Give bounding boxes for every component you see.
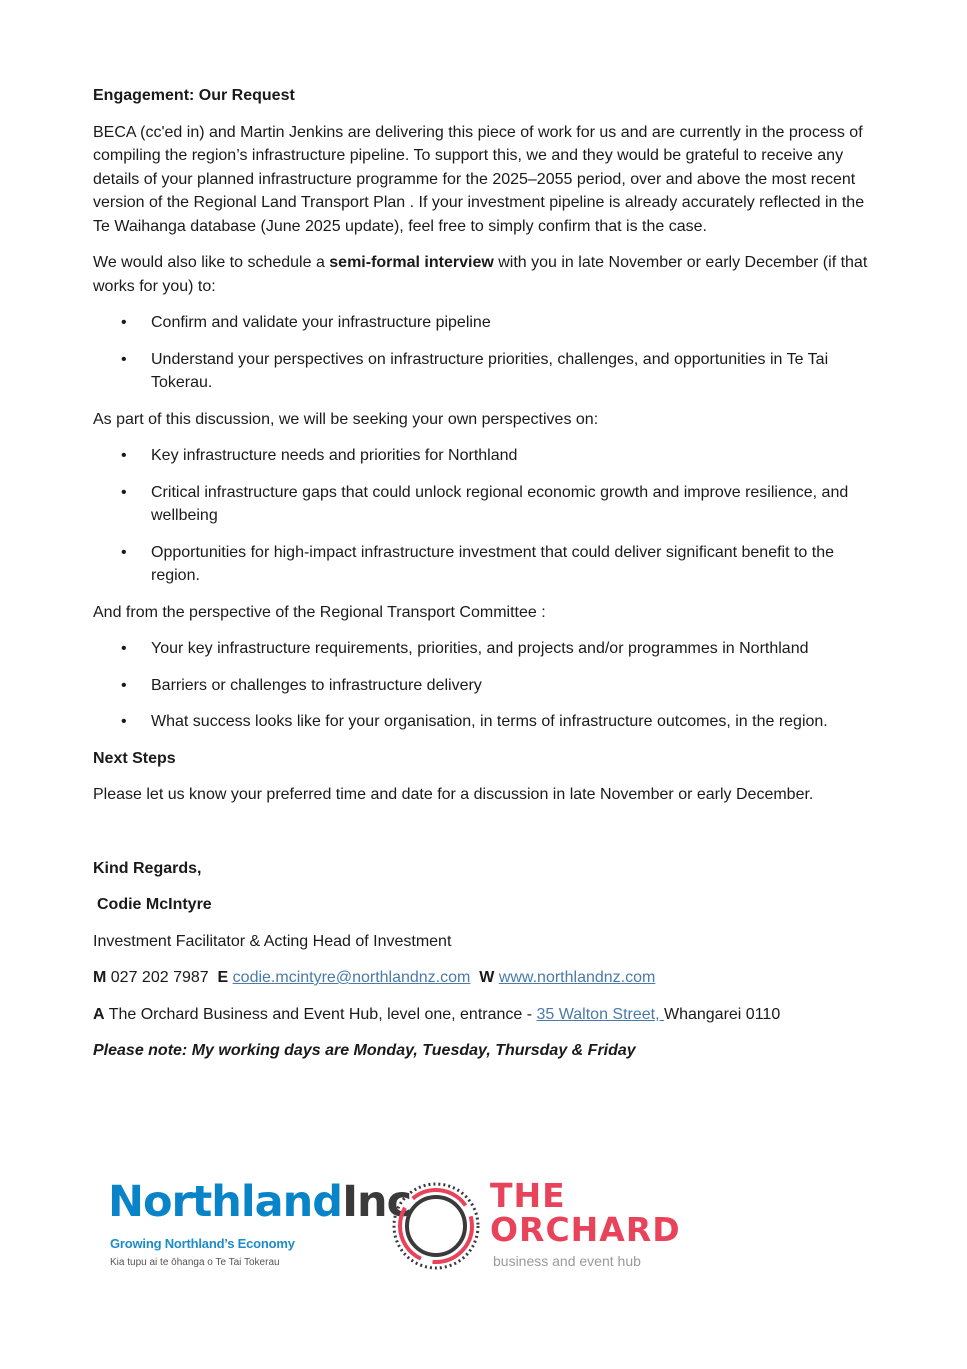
- email-body: [93, 84, 873, 1076]
- sender-title: Investment Facilitator & Acting Head of Investment: [93, 932, 452, 950]
- transport-committee-list: [93, 637, 873, 734]
- email-link[interactable]: codie.mcintyre@northlandnz.com: [232, 969, 471, 986]
- list-item: [93, 481, 873, 528]
- orchard-ring-icon: [390, 1180, 482, 1272]
- engagement-paragraph-1: BECA (cc'ed in) and Martin Jenkins are delivering this piece of work for us and are currently in the process of compiling the region’s infrastructure pipeline. To support this, we and they would be grateful to receive any details of your planned infrastructure programme for the 2025–2055 period, over and above the most recent version of the Regional Land Transport Plan . If your investment pipeline is already accurately reflected in the Te Waihanga database (June 2025 update), feel free to simply confirm that is the case.: [93, 123, 865, 235]
- inc-logo-text: Inc: [342, 1177, 412, 1227]
- list-item-text: What success looks like for your organisation, in terms of infrastructure outcomes, in the region.: [151, 713, 828, 730]
- phone-number: 027 202 7987: [110, 969, 209, 986]
- northland-inc-logo: [108, 1178, 411, 1226]
- next-steps-heading: Next Steps: [93, 749, 176, 767]
- contact-line: [93, 966, 873, 990]
- northland-maori-tagline: Kia tupu ai te ōhanga o Te Tai Tokerau: [110, 1257, 280, 1268]
- list-item: [93, 541, 873, 588]
- list-item-text: Opportunities for high-impact infrastructure investment that could deliver significant benefit to the region.: [151, 543, 835, 584]
- interview-goals-list: [93, 311, 873, 395]
- next-steps-paragraph: Please let us know your preferred time and date for a discussion in late November or early December.: [93, 786, 814, 803]
- para2-pre: We would also like to schedule a: [93, 254, 330, 271]
- website-link[interactable]: www.northlandnz.com: [498, 969, 656, 986]
- northland-logo-text: Northland: [108, 1177, 343, 1227]
- address-text: The Orchard Business and Event Hub, level one, entrance -: [108, 1005, 537, 1023]
- email-label: E: [217, 969, 229, 986]
- address-line: [93, 1003, 873, 1027]
- list-item-text: Your key infrastructure requirements, priorities, and projects and/or programmes in Northland: [151, 640, 809, 657]
- mobile-label: M: [93, 969, 107, 986]
- bullet-icon: •: [121, 314, 127, 331]
- list-item: [93, 444, 873, 468]
- list-item-text: Understand your perspectives on infrastructure priorities, challenges, and opportunities in Te Tai Tokerau.: [151, 350, 829, 391]
- sender-name: Codie McIntyre: [97, 896, 212, 913]
- bullet-icon: •: [121, 676, 127, 694]
- orchard-subtitle: business and event hub: [493, 1253, 641, 1269]
- northland-tagline: Growing Northland’s Economy: [110, 1236, 295, 1251]
- list-item: [93, 710, 873, 734]
- orchard-name-text: ORCHARD: [490, 1210, 681, 1249]
- para2-post: with you in late November or early December (if that works for you) to:: [93, 254, 868, 295]
- engagement-paragraph-3: As part of this discussion, we will be seeking your own perspectives on:: [93, 410, 599, 428]
- signoff: Kind Regards,: [93, 859, 202, 877]
- bullet-icon: •: [121, 350, 127, 368]
- bullet-icon: •: [121, 447, 127, 464]
- engagement-heading: Engagement: Our Request: [93, 87, 295, 104]
- list-item-text: Critical infrastructure gaps that could unlock regional economic growth and improve resilience, and wellbeing: [151, 483, 849, 524]
- list-item-text: Key infrastructure needs and priorities for Northland: [151, 447, 518, 464]
- bullet-icon: •: [121, 543, 127, 561]
- logo-strip: [108, 1176, 708, 1276]
- address-link[interactable]: 35 Walton Street,: [536, 1005, 664, 1023]
- list-item-text: Confirm and validate your infrastructure pipeline: [151, 314, 491, 331]
- website-label: W: [479, 969, 495, 986]
- engagement-paragraph-4: And from the perspective of the Regional Transport Committee :: [93, 603, 546, 621]
- address-city: Whangarei 0110: [663, 1005, 781, 1023]
- working-days-note: Please note: My working days are Monday, Tuesday, Thursday & Friday: [93, 1042, 636, 1059]
- orchard-the-text: THE: [490, 1176, 566, 1215]
- engagement-paragraph-2: [93, 251, 873, 298]
- list-item-text: Barriers or challenges to infrastructure delivery: [151, 676, 482, 694]
- list-item: [93, 348, 873, 395]
- list-item: [93, 637, 873, 661]
- spacer: [93, 820, 873, 857]
- address-label: A: [93, 1005, 105, 1023]
- list-item: [93, 674, 873, 698]
- list-item: [93, 311, 873, 335]
- para2-bold: semi-formal interview: [329, 254, 494, 271]
- perspectives-list: [93, 444, 873, 588]
- bullet-icon: •: [121, 713, 127, 730]
- bullet-icon: •: [121, 483, 127, 501]
- bullet-icon: •: [121, 640, 127, 657]
